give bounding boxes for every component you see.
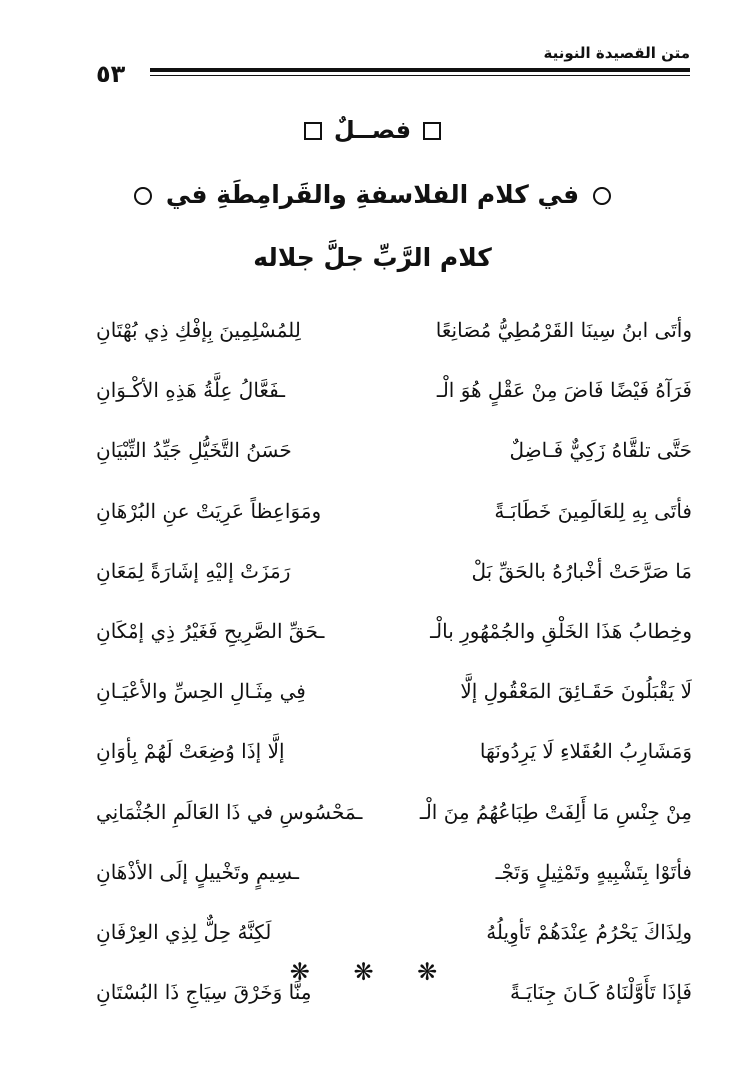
verse-first-hemistich: وخِطابُ هَذَا الخَلْقِ والجُمْهُورِ بالْـ xyxy=(430,618,692,643)
section-title-text: فصــلٌ xyxy=(333,116,412,144)
verse-second-hemistich: رَمَزَتْ إليْهِ إشَارَةً لِمَعَانِ xyxy=(96,558,291,583)
verse-first-hemistich: فَرَآهُ فَيْضًا فَاضَ مِنْ عَقْلٍ هُوَ الْـ xyxy=(436,378,692,403)
verse-second-hemistich: ومَوَاعِظاً عَرِيَتْ عنِ البُرْهَانِ xyxy=(96,498,322,523)
verse xyxy=(96,731,692,791)
end-ornament-icon: ❋ ❋ ❋ xyxy=(289,958,456,986)
verse xyxy=(96,792,692,852)
verse xyxy=(96,370,692,430)
poem-verses xyxy=(96,310,692,1032)
verse xyxy=(96,430,692,490)
page-header xyxy=(90,38,690,88)
verse-second-hemistich: لِلمُسْلِمِينَ بِإفْكِ ذِي بُهْتَانِ xyxy=(96,318,301,342)
section-subtitle-line-2 xyxy=(0,243,745,272)
header-rule-thick xyxy=(150,68,690,72)
verse-first-hemistich: مِنْ جِنْسِ مَا أَلِفَتْ طِبَاعُهُمُ مِنَ الْـ xyxy=(419,799,692,824)
verse-first-hemistich: لَا يَقْبَلُونَ حَقَـائِقَ المَعْقُولِ إلَّا xyxy=(460,679,692,704)
verse-first-hemistich: وَمَشَارِبُ العُقَلاءِ لَا يَرِدُونَهَا xyxy=(479,739,692,764)
verse-second-hemistich: ـحَقِّ الصَّرِيحِ فَغَيْرُ ذِي إمْكَانِ xyxy=(96,618,325,643)
verse-second-hemistich: لَكِنَّهُ حِلٌّ لِذِي العِرْفَانِ xyxy=(96,919,272,944)
verse xyxy=(96,491,692,551)
verse-first-hemistich: فأتَوْا بِتَشْبِيهٍ وتَمْثِيلٍ وَتَجْـ xyxy=(495,859,692,884)
verse-second-hemistich: حَسَنُ التَّخَيُّلِ جَيِّدُ التِّبْيَانِ xyxy=(96,438,292,463)
verse xyxy=(96,671,692,731)
verse-first-hemistich: فَإذَا تَأَوَّلْنَاهُ كَـانَ جِنَايَـةً xyxy=(509,980,692,1005)
verse xyxy=(96,551,692,611)
verse-first-hemistich: وأتَى ابنُ سِينَا القَرْمُطِيُّ مُصَانِعًا xyxy=(435,318,692,342)
verse xyxy=(96,310,692,370)
verse-first-hemistich: ولِذَاكَ يَحْرُمُ عِنْدَهُمْ تَأوِيلُهُ xyxy=(486,919,692,944)
page-number: ٥٣ xyxy=(96,60,126,88)
verse-second-hemistich: فِي مِثَـالِ الحِسِّ والأعْيَـانِ xyxy=(96,679,306,704)
header-rule-thin xyxy=(150,75,690,76)
square-ornament-icon xyxy=(304,122,322,140)
verse-second-hemistich: ـسِيمٍ وتَخْييلٍ إلَى الأذْهَانِ xyxy=(96,859,299,884)
verse-second-hemistich: ـفَعَّالُ عِلَّةُ هَذِهِ الأكْـوَانِ xyxy=(96,378,286,403)
verse xyxy=(96,611,692,671)
subtitle-text-2: كلام الرَّبِّ جلَّ جلاله xyxy=(253,243,492,272)
verse xyxy=(96,852,692,912)
circle-ornament-icon xyxy=(593,187,611,205)
verse-first-hemistich: فأتَى بِهِ لِلعَالَمِينَ خَطَابَـةً xyxy=(494,498,692,523)
verse-second-hemistich: مِنَّا وَخَرْقَ سِيَاجِ ذَا البُسْتَانِ xyxy=(96,980,312,1005)
square-ornament-icon xyxy=(423,122,441,140)
verse-second-hemistich: ـمَحْسُوسِ في ذَا العَالَمِ الجُثْمَانِي xyxy=(96,799,363,824)
circle-ornament-icon xyxy=(134,187,152,205)
verse-first-hemistich: حَتَّى تلقَّاهُ زَكِيٌّ فَـاضِلٌ xyxy=(509,438,692,463)
section-subtitle-line-1 xyxy=(0,180,745,209)
running-title: متن القصيدة النونية xyxy=(543,44,690,62)
verse-first-hemistich: مَا صَرَّحَتْ أخْبارُهُ بالحَقِّ بَلْ xyxy=(471,558,692,583)
section-heading xyxy=(0,116,745,144)
verse-second-hemistich: إلَّا إذَا وُضِعَتْ لَهُمْ بِأوَانِ xyxy=(96,739,285,764)
subtitle-text-1: في كلام الفلاسفةِ والقَرامِطَةِ في xyxy=(165,180,580,209)
